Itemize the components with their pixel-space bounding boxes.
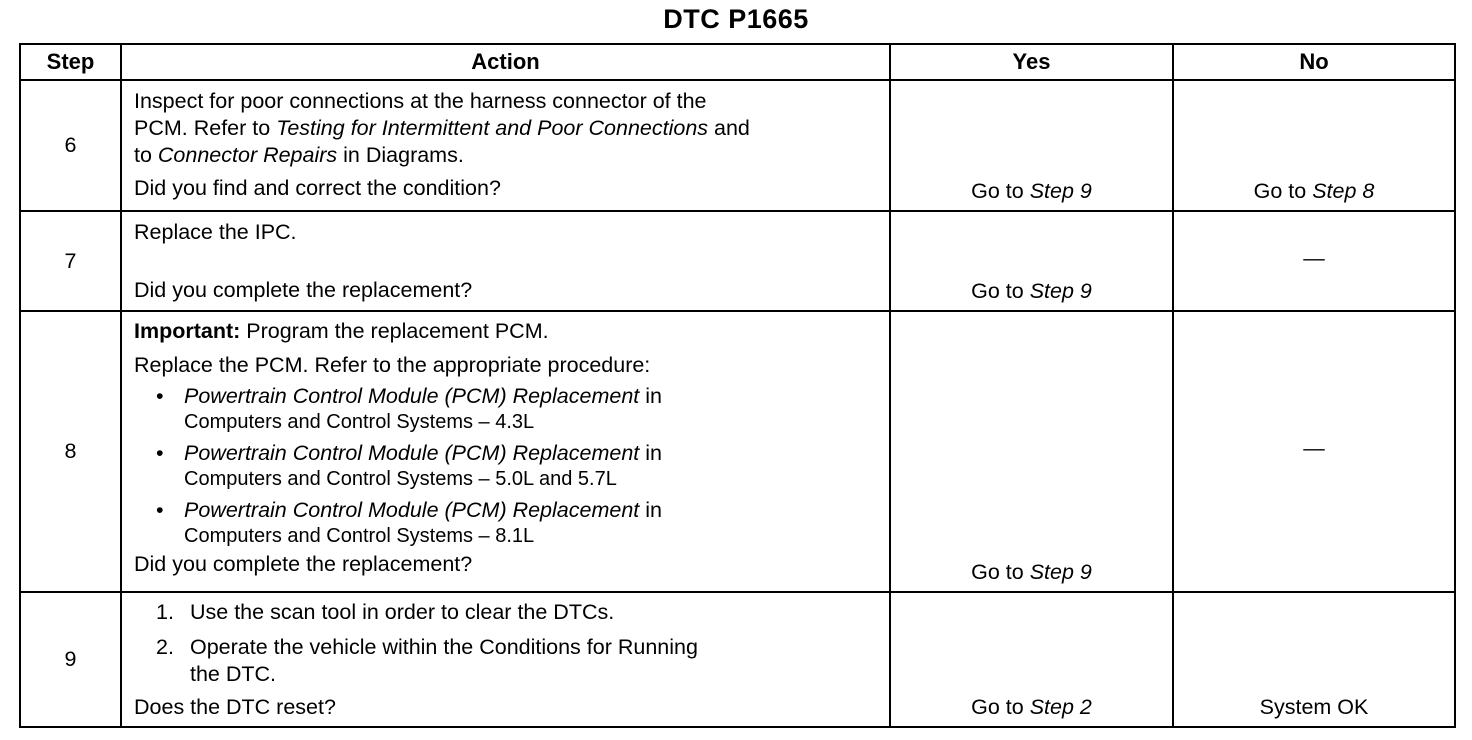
header-action: Action	[121, 44, 890, 80]
action-question: Does the DTC reset?	[134, 695, 336, 719]
step-number: 6	[20, 80, 121, 211]
page-title: DTC P1665	[663, 4, 809, 34]
step-reference: Step 2	[1029, 695, 1092, 719]
list-item: • Powertrain Control Module (PCM) Replacement in Computers and Control Systems – 4.3L	[156, 384, 662, 433]
no-cell: System OK	[1173, 592, 1455, 727]
table-row	[20, 311, 1455, 592]
action-cell	[121, 211, 890, 311]
step-number: 8	[20, 311, 121, 592]
no-cell: —	[1173, 211, 1455, 311]
action-question: Did you find and correct the condition?	[134, 176, 501, 200]
important-note: Important: Program the replacement PCM.	[134, 319, 549, 343]
action-text: Inspect for poor connections at the harness connector of the	[134, 89, 707, 113]
table-row	[20, 592, 1455, 727]
bullet-icon: •	[156, 498, 164, 522]
step-reference: Step 8	[1312, 179, 1375, 203]
action-text: to Connector Repairs in Diagrams.	[134, 143, 464, 167]
header-yes: Yes	[890, 44, 1173, 80]
reference-link: Connector Repairs	[157, 143, 338, 167]
step-number: 7	[20, 211, 121, 311]
action-cell	[121, 592, 890, 727]
bullet-icon: •	[156, 384, 164, 408]
yes-cell: Go to Step 9	[890, 211, 1173, 311]
action-text: PCM. Refer to Testing for Intermittent and Poor Connections and	[134, 116, 750, 140]
table-row	[20, 80, 1455, 211]
yes-cell: Go to Step 9	[890, 311, 1173, 592]
reference-link: Powertrain Control Module (PCM) Replacement	[184, 498, 640, 522]
step-reference: Step 9	[1029, 179, 1092, 203]
bullet-icon: •	[156, 441, 164, 465]
step-reference: Step 9	[1029, 560, 1092, 584]
action-cell	[121, 311, 890, 592]
header-row	[20, 44, 1455, 80]
action-question: Did you complete the replacement?	[134, 278, 473, 302]
step-number: 9	[20, 592, 121, 727]
yes-cell: Go to Step 2	[890, 592, 1173, 727]
header-no: No	[1173, 44, 1455, 80]
list-item: 1. Use the scan tool in order to clear the DTCs.	[156, 600, 615, 624]
no-cell: —	[1173, 311, 1455, 592]
header-step: Step	[20, 44, 121, 80]
list-item: • Powertrain Control Module (PCM) Replacement in Computers and Control Systems – 5.0L and 5.7L	[156, 441, 662, 490]
reference-link: Powertrain Control Module (PCM) Replacement	[184, 441, 640, 465]
no-cell: Go to Step 8	[1173, 80, 1455, 211]
action-text: Replace the IPC.	[134, 220, 297, 244]
action-cell	[121, 80, 890, 211]
yes-cell: Go to Step 9	[890, 80, 1173, 211]
reference-link: Testing for Intermittent and Poor Connections	[276, 116, 709, 140]
table-row	[20, 211, 1455, 311]
dtc-table	[19, 43, 1456, 728]
step-reference: Step 9	[1029, 279, 1092, 303]
action-question: Did you complete the replacement?	[134, 552, 473, 576]
action-text: Replace the PCM. Refer to the appropriate procedure:	[134, 353, 651, 377]
reference-link: Powertrain Control Module (PCM) Replacement	[184, 384, 640, 408]
list-item: • Powertrain Control Module (PCM) Replacement in Computers and Control Systems – 8.1L	[156, 498, 662, 547]
list-item: 2. Operate the vehicle within the Conditions for Running the DTC.	[156, 635, 698, 686]
